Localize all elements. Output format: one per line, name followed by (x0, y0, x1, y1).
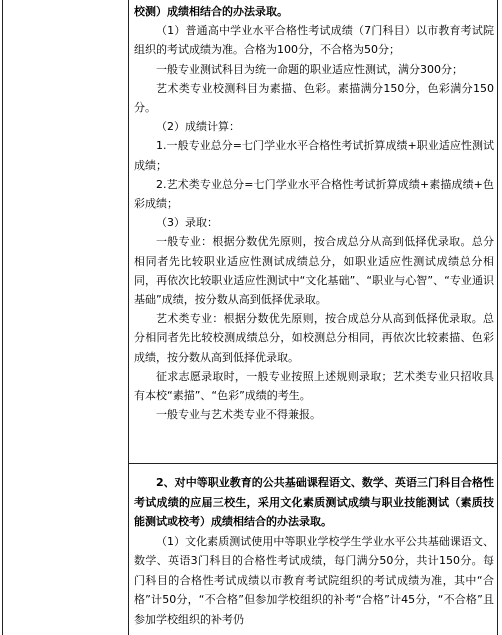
table-border-right (497, 0, 498, 635)
table-border-left (2, 0, 3, 635)
paragraph-general-total: 1.一般专业总分=七门学业水平合格性考试折算成绩+职业适应性测试成绩； (134, 139, 494, 172)
paragraph-art-total: 2.艺术类专业总分=七门学业水平合格性考试折算成绩+素描成绩+色彩成绩； (134, 177, 494, 211)
table-cell-admission-rules-2 (134, 473, 494, 629)
paragraph-admission-heading: （3）录取： (156, 216, 218, 230)
paragraph-general-admission: 一般专业：根据分数优先原则，按合成总分从高到低择优录取。总分相同者先比较职业适应性测试成绩总分，如职业适应性测试成绩总分相同，再依次比较职业适应性测试中“文化基础”、“职业与心智”、“专业通识基础”成绩，按分数从高到低择优录取。 (134, 235, 494, 307)
paragraph-supplementary-admission: 征求志愿录取时，一般专业按照上述规则录取；艺术类专业只招收具有本校“素描”、“色彩”成绩的考生。 (134, 369, 494, 403)
paragraph-intro-tail: 校测）成绩相结合的办法录取。 (134, 5, 288, 18)
table-border-column-divider (128, 0, 129, 635)
table-cell-admission-rules-1 (134, 2, 494, 424)
paragraph-no-dual-application: 一般专业与艺术类专业不得兼报。 (156, 408, 321, 422)
paragraph-cultural-test: （1）文化素质测试使用中等职业学校学生学业水平公共基础课语文、数学、英语3门科目的合格性考试成绩，每门满分50分，共计150分。每门科目的合格性考试成绩以市教育考试院组织的考试成绩为准，其中“合格”计50分，“不合格”但参加学校组织的补考“合格”计45分，“不合格”且参加学校组织的补考仍 (134, 534, 494, 626)
table-row-divider (128, 463, 498, 464)
paragraph-score-source: （1）普通高中学业水平合格性考试成绩（7门科目）以市教育考试院组织的考试成绩为准。合格为100分，不合格为50分； (134, 24, 494, 57)
paragraph-general-test: 一般专业测试科目为统一命题的职业适应性测试，满分300分； (156, 62, 463, 76)
paragraph-score-calc-heading: （2）成绩计算： (156, 120, 240, 134)
paragraph-art-admission: 艺术类专业：根据分数优先原则，按合成总分从高到低择优录取。总分相同者先比较校测成绩总分，如校测总分相同，再依次比较素描、色彩成绩，按分数从高到低择优录取。 (134, 312, 494, 364)
paragraph-art-test: 艺术类专业校测科目为素描、色彩。素描满分150分，色彩满分150分。 (134, 81, 494, 115)
paragraph-section-2-heading: 2、对中等职业教育的公共基础课程语文、数学、英语三门科目合格性考试成绩的应届三校生，采用文化素质测试成绩与职业技能测试（素质技能测试或校考）成绩相结合的办法录取。 (134, 476, 494, 528)
